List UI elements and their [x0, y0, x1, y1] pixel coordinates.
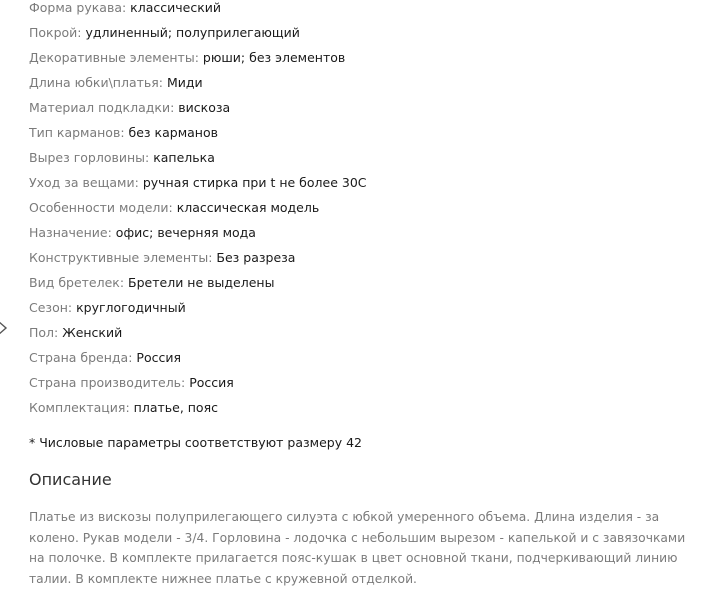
- spec-label: Материал подкладки:: [29, 100, 175, 115]
- spec-label: Форма рукава:: [29, 0, 127, 15]
- spec-row-features: [29, 199, 689, 224]
- spec-value: круглогодичный: [76, 300, 186, 315]
- spec-label: Пол:: [29, 325, 59, 340]
- spec-value: Женский: [62, 325, 123, 340]
- spec-row-made-in: [29, 374, 689, 399]
- spec-label: Вырез горловины:: [29, 150, 150, 165]
- spec-row-sleeve-shape: [29, 0, 689, 24]
- spec-value: удлиненный; полуприлегающий: [85, 25, 300, 40]
- spec-label: Вид бретелек:: [29, 275, 125, 290]
- spec-label: Сезон:: [29, 300, 73, 315]
- spec-value: платье, пояс: [133, 400, 218, 415]
- spec-value: рюши; без элементов: [202, 50, 346, 65]
- spec-label: Уход за вещами:: [29, 175, 139, 190]
- description-heading: Описание: [29, 470, 112, 489]
- spec-value: без карманов: [128, 125, 218, 140]
- spec-row-lining: [29, 99, 689, 124]
- spec-row-pockets: [29, 124, 689, 149]
- spec-row-decor: [29, 49, 689, 74]
- size-footnote: * Числовые параметры соответствуют размеру 42: [29, 435, 362, 450]
- spec-value: капелька: [153, 150, 215, 165]
- spec-value: Бретели не выделены: [128, 275, 275, 290]
- spec-row-gender: [29, 324, 689, 349]
- spec-value: Россия: [136, 350, 181, 365]
- spec-row-length: [29, 74, 689, 99]
- spec-value: классический: [130, 0, 221, 15]
- spec-label: Длина юбки\платья:: [29, 75, 164, 90]
- spec-value: вискоза: [178, 100, 231, 115]
- spec-label: Тип карманов:: [29, 125, 125, 140]
- spec-row-season: [29, 299, 689, 324]
- spec-value: Россия: [189, 375, 234, 390]
- specs-list: [29, 0, 689, 424]
- spec-label: Назначение:: [29, 225, 112, 240]
- chevron-right-icon[interactable]: [0, 318, 10, 338]
- spec-label: Особенности модели:: [29, 200, 173, 215]
- spec-label: Декоративные элементы:: [29, 50, 199, 65]
- spec-row-construction: [29, 249, 689, 274]
- spec-value: Миди: [167, 75, 203, 90]
- spec-row-cut: [29, 24, 689, 49]
- spec-row-straps: [29, 274, 689, 299]
- spec-row-purpose: [29, 224, 689, 249]
- spec-label: Конструктивные элементы:: [29, 250, 213, 265]
- spec-label: Покрой:: [29, 25, 82, 40]
- spec-value: классическая модель: [176, 200, 320, 215]
- spec-row-brand-country: [29, 349, 689, 374]
- spec-label: Страна производитель:: [29, 375, 186, 390]
- spec-row-package: [29, 399, 689, 424]
- spec-value: офис; вечерняя мода: [115, 225, 256, 240]
- description-text: Платье из вискозы полуприлегающего силуэта с юбкой умеренного объема. Длина изделия - за колено. Рукав модели - 3/4. Горловина - лодочка с небольшим вырезом - капелькой и с завязочками на полочке. В комплекте прилагается пояс-кушак в цвет основной ткани, подчеркивающий линию талии. В комплекте нижнее платье с кружевной отделкой.: [29, 510, 686, 586]
- spec-row-neckline: [29, 149, 689, 174]
- spec-row-care: [29, 174, 689, 199]
- spec-label: Страна бренда:: [29, 350, 133, 365]
- spec-value: Без разреза: [216, 250, 296, 265]
- spec-label: Комплектация:: [29, 400, 130, 415]
- spec-value: ручная стирка при t не более 30С: [142, 175, 367, 190]
